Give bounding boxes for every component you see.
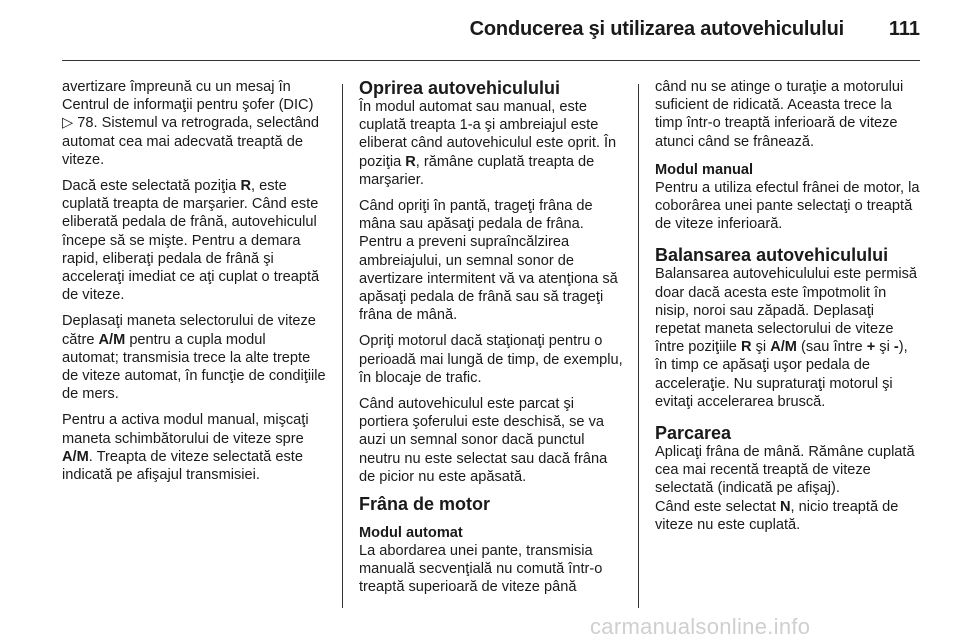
paragraph: Pentru a utiliza efectul frânei de motor, la coborârea unei pante selectaţi o treaptă de viteze inferioară. bbox=[655, 179, 920, 233]
gear-R: R bbox=[405, 153, 416, 170]
paragraph: La abordarea unei pante, transmisia manuală secvenţială nu comută într-o treaptă superioară de viteze până bbox=[359, 543, 603, 596]
column-divider-2 bbox=[638, 84, 639, 608]
header-divider bbox=[62, 60, 920, 61]
gear-R: R bbox=[740, 339, 752, 356]
page-header bbox=[0, 0, 960, 60]
reference-arrow-icon: ▷ bbox=[62, 115, 74, 132]
section-heading: Frâna de motor bbox=[359, 494, 491, 515]
column-divider-1 bbox=[342, 84, 343, 608]
paragraph: În modul automat sau manual, este cuplată treapta 1-a şi ambreiajul este eliberat când autovehiculul este oprit. În poziţia R, rămâne cuplată treapta de marşarier. bbox=[359, 99, 617, 188]
column-1 bbox=[62, 78, 326, 492]
paragraph: Balansarea autovehiculului este permisă doar dacă acesta este împotmolit în nisip, noroi sau zăpadă. Deplasaţi repetat maneta selectorului de viteze între poziţiile R şi A/M (sau între + şi -), în timp ce apăsaţi uşor pedala de acceleraţie. Nu supraturaţi motorul şi evitaţi accelerarea bruscă. bbox=[655, 266, 918, 410]
paragraph: Deplasaţi maneta selectorului de viteze către A/M pentru a cupla modul automat; transmisia trece la alte trepte de viteze automat, în funcţie de condiţiile de mers. bbox=[62, 313, 326, 403]
gear-AM: A/M bbox=[62, 448, 89, 465]
subsection-heading: Modul manual bbox=[655, 161, 754, 178]
section-heading: Balansarea autovehiculului bbox=[655, 245, 889, 266]
paragraph: Aplicaţi frâna de mână. Rămâne cuplată cea mai recentă treaptă de viteze selectată (indicată pe afişaj). bbox=[655, 444, 915, 497]
section-heading: Oprirea autovehiculului bbox=[359, 78, 561, 98]
column-2 bbox=[359, 78, 623, 605]
paragraph: Opriţi motorul dacă staţionaţi pentru o perioadă mai lungă de timp, de exemplu, în blocaje de trafic. bbox=[359, 333, 623, 386]
gear-plus: + bbox=[866, 339, 876, 356]
paragraph: Pentru a activa modul manual, mişcaţi maneta schimbătorului de viteze spre A/M. Treapta de viteze selectată este indicată pe afişajul transmisiei. bbox=[62, 412, 309, 484]
gear-AM: A/M bbox=[98, 331, 126, 348]
page-title: Conducerea şi utilizarea autovehiculului bbox=[469, 18, 844, 40]
paragraph: Când este selectat N, nicio treaptă de viteze nu este cuplată. bbox=[655, 498, 899, 533]
paragraph: când nu se atinge o turaţie a motorului suficient de ridicată. Aceasta trece la timp într-o treaptă inferioară de viteze atunci când se frânează. bbox=[655, 79, 904, 150]
paragraph: Când autovehiculul este parcat şi portiera şoferului este deschisă, se va auzi un semnal sonor dacă punctul neutru nu este selectat sau dacă frâna de picior nu este apăsată. bbox=[359, 396, 608, 485]
gear-minus: - bbox=[893, 339, 899, 356]
gear-N: N bbox=[779, 498, 791, 515]
subsection-heading: Modul automat bbox=[359, 525, 463, 542]
paragraph: Dacă este selectată poziţia R, este cuplată treapta de marşarier. Când este eliberată pedala de frână, autovehiculul începe să se mişte. Pentru a demara rapid, eliberaţi pedala de frână şi acceleraţi imediat ce aţi cuplat o treaptă de viteze. bbox=[62, 178, 320, 304]
paragraph: Când opriţi în pantă, trageţi frâna de mâna sau apăsaţi pedala de frâna. Pentru a preveni supraîncălzirea ambreiajului, un semnal sonor de avertizare intermitent vă va atenţiona să apăsaţi pedala de frână sau să trageţi frâna de mână. bbox=[359, 198, 618, 324]
gear-R: R bbox=[240, 178, 252, 195]
page-number: 111 bbox=[888, 18, 920, 40]
watermark: carmanualsonline.info bbox=[590, 614, 811, 639]
column-3 bbox=[655, 78, 923, 542]
section-heading: Parcarea bbox=[655, 423, 732, 444]
gear-AM: A/M bbox=[770, 339, 797, 356]
paragraph: avertizare împreună cu un mesaj în Centrul de informaţii pentru şofer (DIC) ▷ 78. Sistemul va retrograda, selectând automat cea mai adecvată treaptă de viteze. bbox=[62, 79, 320, 168]
